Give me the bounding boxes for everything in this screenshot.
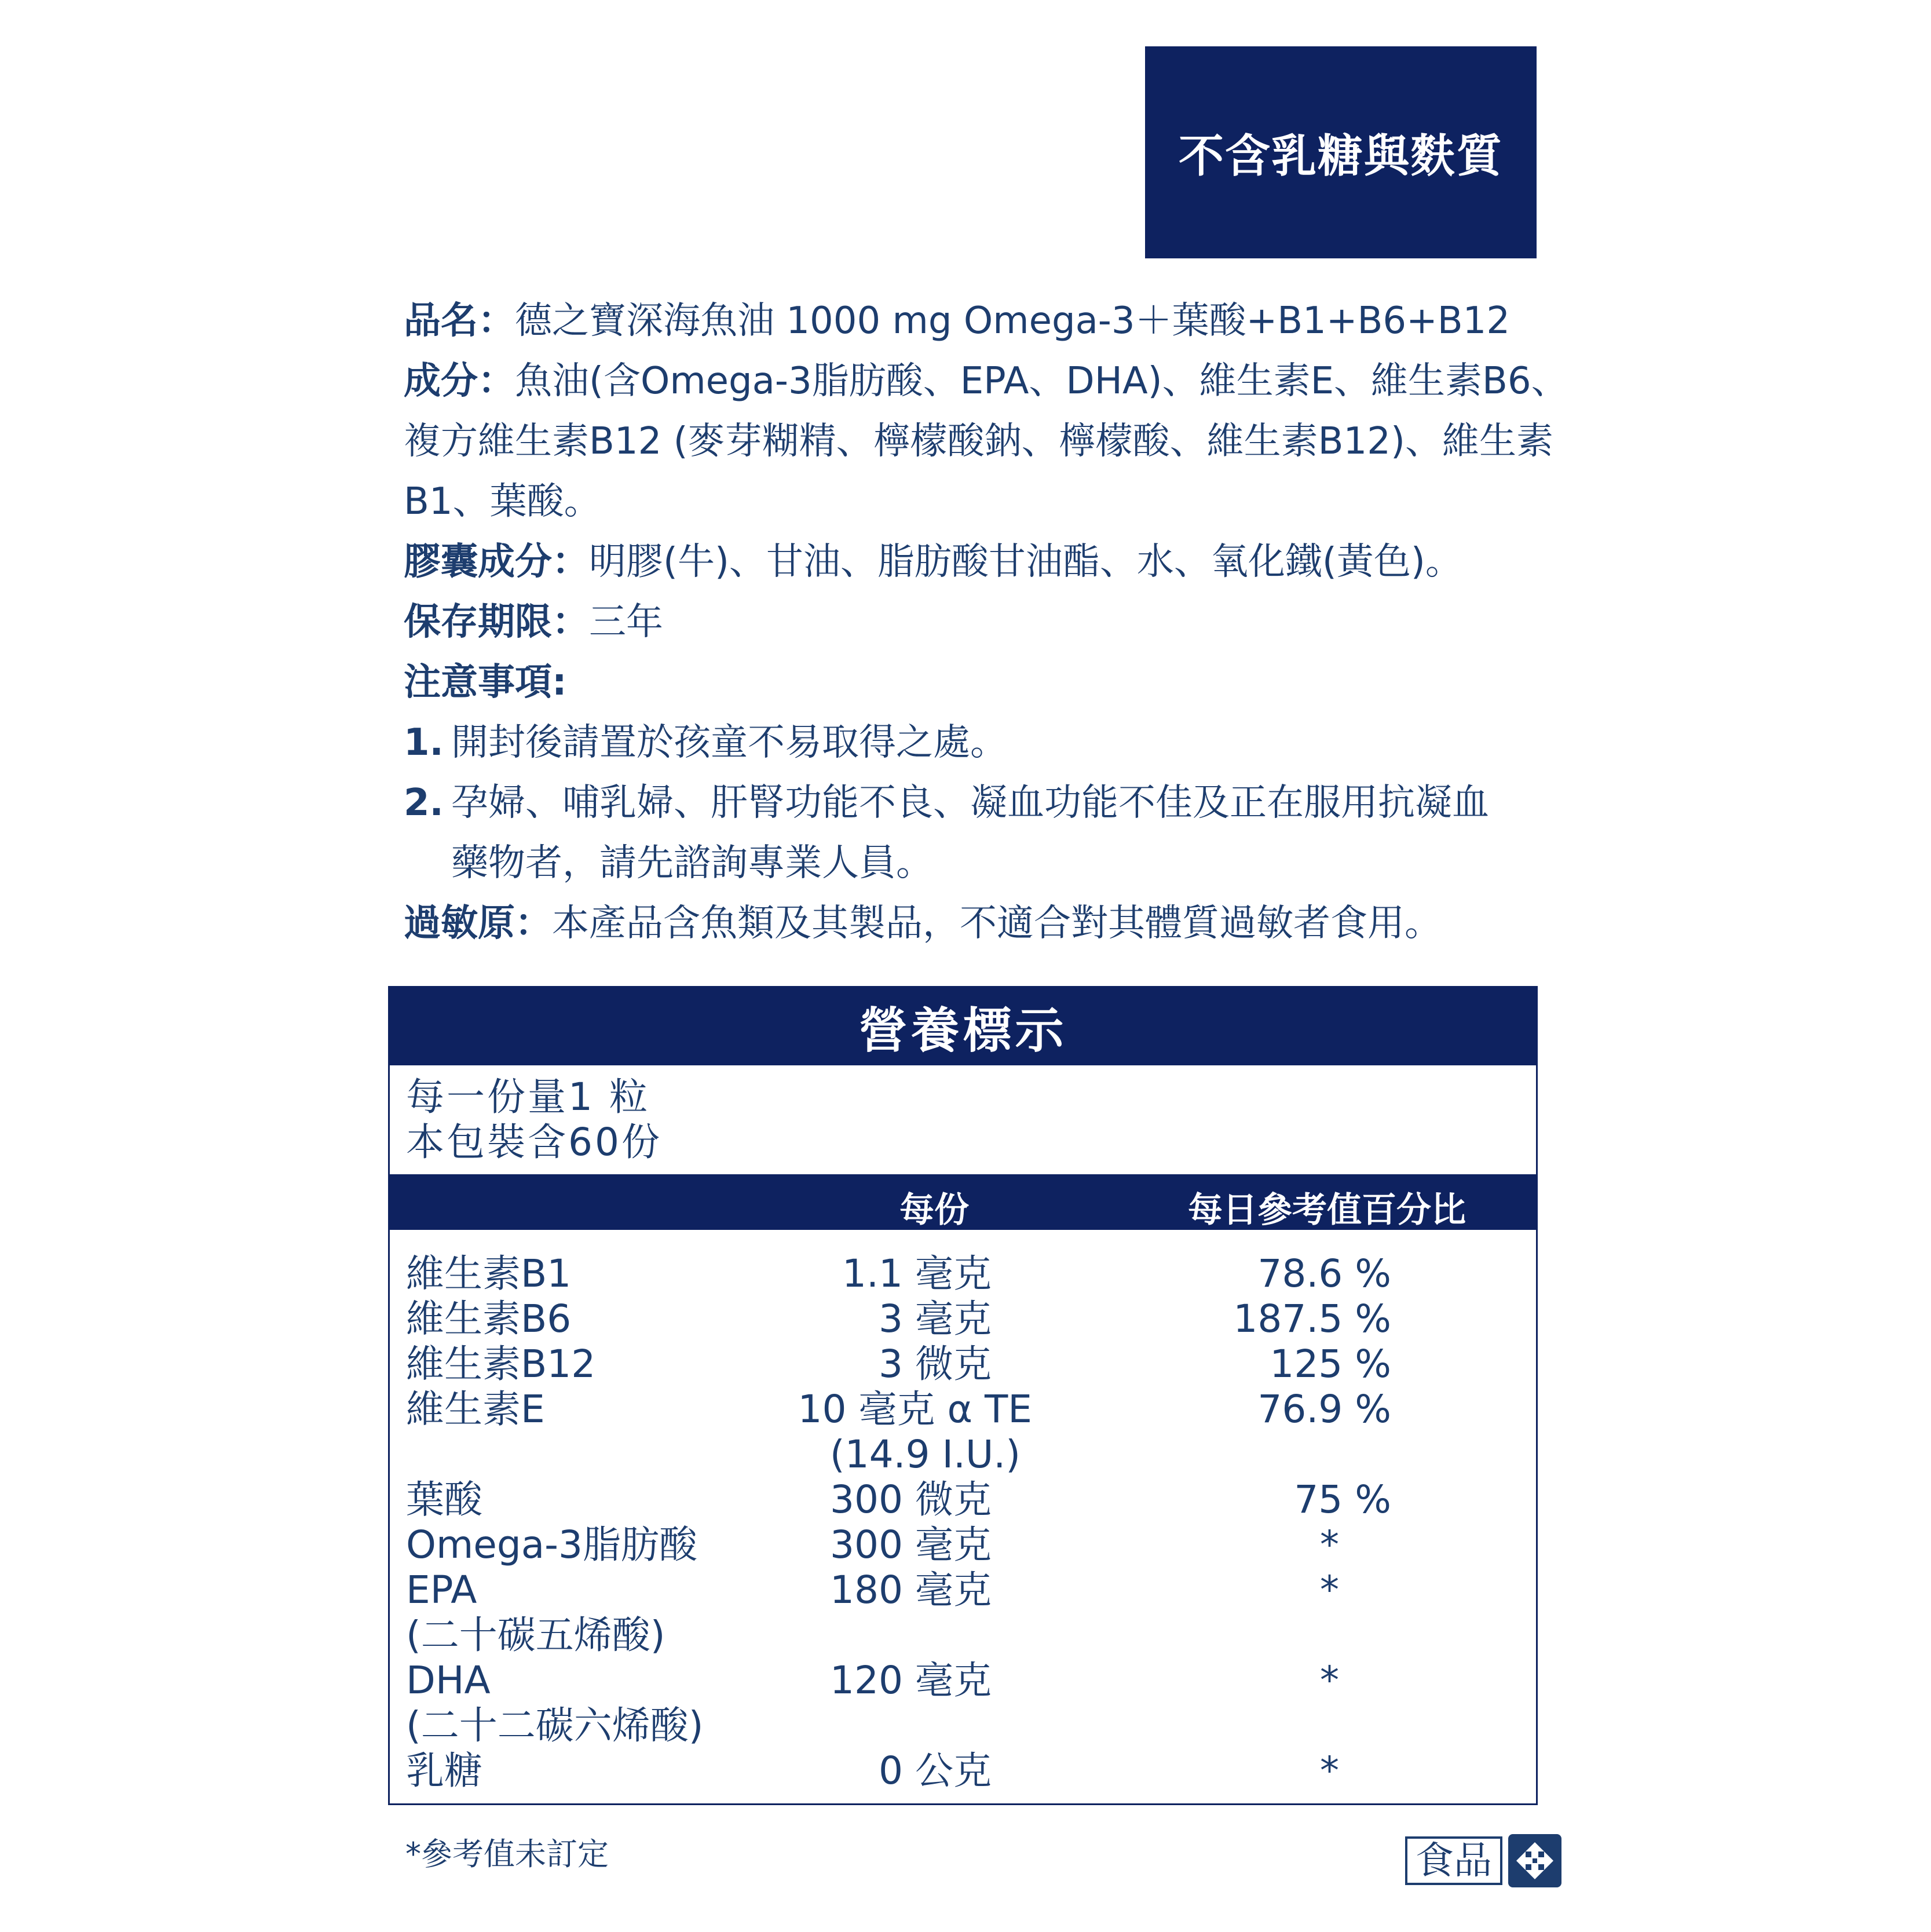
- food-recycle-icon: [1506, 1832, 1564, 1890]
- column-header-bar: [390, 1174, 1536, 1230]
- food-mark-label: 食品: [1405, 1836, 1502, 1885]
- allergen-line: [404, 893, 1562, 954]
- product-name-label: 品名：: [404, 300, 515, 342]
- ingredients-text-1: 魚油(含Omega-3脂肪酸、EPA、DHA)、維生素E、維生素B6、: [515, 360, 1568, 403]
- nutrient-amount: 120 毫克: [830, 1658, 992, 1703]
- nutrient-daily-value: *: [1320, 1658, 1339, 1703]
- nutrient-row: [390, 1342, 1536, 1387]
- serving-size: 每一份量1 粒: [406, 1075, 650, 1119]
- column-per-serving: 每份: [899, 1190, 969, 1230]
- nutrient-amount: 1.1 毫克: [842, 1251, 992, 1296]
- nutrient-row: [390, 1522, 1536, 1568]
- ingredients-label: 成分：: [404, 360, 515, 403]
- nutrient-row: [390, 1387, 1536, 1432]
- product-name-value: 德之寶深海魚油 1000 mg Omega-3＋葉酸+B1+B6+B12: [515, 300, 1511, 342]
- nutrient-rows: [390, 1251, 1536, 1794]
- food-mark: [1405, 1832, 1564, 1890]
- capsule-label: 膠囊成分：: [404, 540, 589, 583]
- nutrient-amount: 300 微克: [830, 1477, 992, 1522]
- nutrient-daily-value: 78.6 %: [1257, 1251, 1391, 1296]
- note-2: [404, 773, 1562, 833]
- nutrient-name: (二十碳五烯酸): [406, 1613, 665, 1657]
- serving-info: [406, 1075, 662, 1165]
- product-info: [404, 291, 1568, 954]
- nutrient-row: [390, 1658, 1536, 1703]
- note-1-number: 1.: [404, 721, 444, 764]
- nutrient-name: 葉酸: [406, 1477, 482, 1522]
- nutrient-name: Omega-3脂肪酸: [406, 1522, 697, 1567]
- allergen-label: 過敏原：: [404, 902, 552, 945]
- nutrient-daily-value: 187.5 %: [1233, 1296, 1391, 1341]
- allergen-value: 本產品含魚類及其製品，不適合對其體質過敏者食用。: [552, 902, 1442, 945]
- notes-label: 注意事項:: [404, 661, 567, 704]
- nutrient-name: 維生素B6: [406, 1296, 572, 1341]
- footnote: *參考值未訂定: [405, 1836, 609, 1872]
- nutrient-daily-value: *: [1320, 1568, 1339, 1612]
- nutrient-name: EPA: [406, 1568, 477, 1612]
- note-2-text-1: 孕婦、哺乳婦、肝腎功能不良、凝血功能不佳及正在服用抗凝血: [451, 781, 1489, 824]
- nutrient-amount: 180 毫克: [830, 1568, 992, 1612]
- nutrient-row: [390, 1748, 1536, 1794]
- capsule-value: 明膠(牛)、甘油、脂肪酸甘油酯、水、氧化鐵(黃色)。: [589, 540, 1462, 583]
- shelf-life-line: [404, 592, 1562, 652]
- note-2-continued: 藥物者，請先諮詢專業人員。: [451, 842, 933, 885]
- nutrient-name: 維生素B1: [406, 1251, 572, 1296]
- ingredients-line-2: 複方維生素B12 (麥芽糊精、檸檬酸鈉、檸檬酸、維生素B12)、維生素: [404, 420, 1553, 463]
- nutrient-amount: 300 毫克: [830, 1522, 992, 1567]
- column-daily-value: 每日參考值百分比: [1188, 1190, 1466, 1230]
- note-1-text: 開封後請置於孩童不易取得之處。: [451, 721, 1007, 764]
- nutrient-amount: 3 毫克: [879, 1296, 992, 1341]
- nutrition-table: [388, 986, 1538, 1805]
- nutrient-daily-value: *: [1320, 1522, 1339, 1567]
- nutrient-row: [390, 1568, 1536, 1613]
- nutrient-name: DHA: [406, 1658, 491, 1703]
- nutrient-row: [390, 1251, 1536, 1296]
- ingredients-line-3: B1、葉酸。: [404, 480, 601, 523]
- nutrient-name: (二十二碳六烯酸): [406, 1703, 704, 1748]
- badge-lactose-gluten-free: 不含乳糖與麩質: [1145, 46, 1537, 258]
- notes-heading: [404, 652, 1562, 713]
- nutrient-daily-value: *: [1320, 1748, 1339, 1793]
- servings-per-pack: 本包裝含60份: [406, 1120, 662, 1164]
- shelf-life-label: 保存期限：: [404, 601, 589, 644]
- product-name-line: [404, 291, 1562, 351]
- nutrient-amount: (14.9 I.U.): [829, 1432, 1021, 1477]
- nutrient-row: [390, 1432, 1536, 1477]
- nutrient-daily-value: 76.9 %: [1257, 1387, 1391, 1431]
- nutrient-row: [390, 1296, 1536, 1342]
- ingredients-line-1: [404, 351, 1568, 411]
- note-2-number: 2.: [404, 781, 444, 824]
- nutrient-amount: 3 微克: [879, 1342, 992, 1386]
- nutrient-row: [390, 1613, 1536, 1658]
- nutrient-name: 維生素E: [406, 1387, 545, 1431]
- capsule-ingredients-line: [404, 532, 1562, 592]
- nutrition-title: 營養標示: [390, 988, 1536, 1065]
- shelf-life-value: 三年: [589, 601, 663, 644]
- nutrient-daily-value: 75 %: [1294, 1477, 1391, 1522]
- nutrient-amount: 0 公克: [879, 1748, 992, 1793]
- nutrient-row: [390, 1477, 1536, 1522]
- nutrient-amount: 10 毫克 α TE: [798, 1387, 1032, 1431]
- note-1: [404, 713, 1562, 773]
- nutrient-row: [390, 1703, 1536, 1748]
- nutrient-daily-value: 125 %: [1270, 1342, 1391, 1386]
- nutrient-name: 維生素B12: [406, 1342, 596, 1386]
- nutrient-name: 乳糖: [406, 1748, 482, 1793]
